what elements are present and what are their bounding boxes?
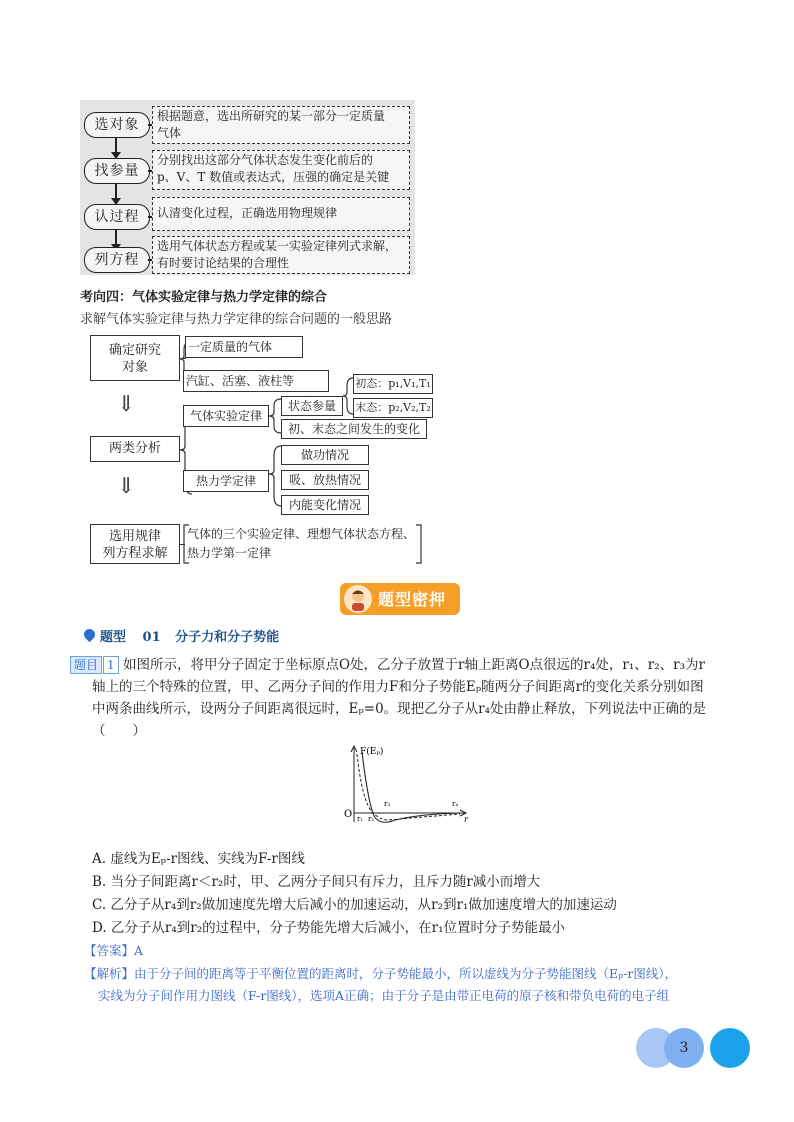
down-arrow [115,183,117,199]
option-d: D. 乙分子从r₄到r₂的过程中，分子势能先增大后减小，在r₁位置时分子势能最小 [92,920,566,936]
teacher-icon [344,585,372,613]
step-desc-line: 分别找出这部分气体状态发生变化前后的 [157,153,374,167]
step-desc-line: 选用气体状态方程或某一实验定律列式求解， [157,239,398,253]
option-a: A. 虚线为Eₚ-r图线、实线为F-r图线 [92,851,305,867]
analysis-block [84,963,764,1007]
analysis-box: 两类分析 [90,436,180,462]
question-tag: 题目 [70,656,102,674]
type-num: 01 [142,630,161,645]
type-label: 题型 [100,630,127,645]
option-b: B. 当分子间距离r＜r₂时，甲、乙两分子间只有斥力，且斥力随r减小而增大 [92,874,541,890]
determine-line: 对象 [121,360,148,375]
step-desc-line: p、V、T 数值或表达式，压强的确定是关键 [157,170,390,184]
type-name: 分子力和分子势能 [175,630,280,645]
step-desc-line: 根据题意，选出所研究的某一部分一定质量 [157,109,386,123]
force-potential-graph [340,742,470,828]
banner-text: 题型密押 [378,590,447,609]
question-line [70,654,760,676]
double-down-arrow: ⇓ [117,392,136,417]
step-desc-line: 气体 [157,126,182,140]
graph-ylabel: F(Eₚ) [360,747,384,757]
determine-line: 确定研究 [108,343,161,358]
question-line: 中两条曲线所示，设两分子间距离很远时，Eₚ=0。现把乙分子从r₄处由静止释放，下列说法中正确的是 [92,701,707,717]
answer-label: 【答案】A [84,943,144,958]
question-block [70,654,760,742]
determine-box [90,335,180,381]
section-heading: 考向四：气体实验定律与热力学定律的综合 [80,290,328,305]
analysis-line: 【解析】由于分子间的距离等于平衡位置的距离时，分子势能最小，所以虚线为分子势能图线（Eₚ-r图线）， [84,966,678,981]
laws-line: 热力学第一定律 [187,546,272,560]
graph-mark-r3: r₃ [384,800,391,808]
type-title [100,626,279,645]
flowchart-analysis [85,330,435,570]
step-pill-1: 选对象 [84,112,150,138]
flowchart-steps [80,100,415,275]
laws-line: 气体的三个实验定律、理想气体状态方程、 [187,527,416,541]
section-intro: 求解气体实验定律与热力学定律的综合问题的一般思路 [80,312,393,327]
question-line: 轴上的三个特殊的位置，甲、乙两分子间的作用力F和分子势能Eₚ随两分子间距离r的变化关系分别如图 [92,679,704,695]
question-num: 1 [103,656,119,674]
heat-box: 吸、放热情况 [281,470,369,490]
down-arrow [115,137,117,153]
choose-line: 选用规律 [108,529,161,544]
initial-state-box: 初态：p₁,V₁,T₁ [353,374,433,394]
change-box: 初、末态之间发生的变化 [281,419,427,439]
graph-mark-r4: r₄ [452,800,459,808]
object-box-1: 一定质量的气体 [185,336,303,358]
page-dot-right [710,1028,750,1068]
analysis-line: 实线为分子间作用力图线（F-r图线），选项A正确；由于分子是由带正电荷的原子核和带负电荷的电子组 [98,988,670,1003]
gas-law-box: 气体实验定律 [183,405,269,427]
double-down-arrow: ⇓ [117,474,136,499]
section-banner [340,583,460,615]
thermo-law-box: 热力学定律 [183,470,269,492]
step-desc-line: 认清变化过程，正确选用物理规律 [157,206,338,220]
internal-energy-box: 内能变化情况 [281,495,369,515]
step-desc-1 [152,106,410,144]
force-curve [362,752,460,822]
object-box-2: 汽缸、活塞、液柱等 [183,370,329,392]
final-state-box: 末态：p₂,V₂,T₂ [353,398,433,418]
graph-mark-r1: r₁ [357,815,364,823]
step-desc-line: 有时要讨论结果的合理性 [157,256,290,270]
choose-line: 列方程求解 [102,546,168,561]
step-desc-4 [152,236,410,274]
option-c: C. 乙分子从r₄到r₂做加速度先增大后减小的加速运动，从r₂到r₁做加速度增大的加速运动 [92,897,617,913]
question-line: （ ） [92,723,146,739]
graph-origin: O [344,809,353,820]
step-pill-2: 找参量 [84,158,150,184]
down-arrow [115,229,117,245]
laws-text [187,525,415,563]
question-text: 如图所示，将甲分子固定于坐标原点O处，乙分子放置于r轴上距离O点很远的r₄处，r₁、r₂、r₃为r [122,657,705,673]
step-pill-4: 列方程 [84,247,150,273]
step-pill-3: 认过程 [84,204,150,230]
page-number: 3 [679,1040,689,1056]
step-desc-2 [152,150,410,190]
work-box: 做功情况 [281,445,369,465]
graph-xlabel: r [464,815,468,824]
graph-mark-r2: r₂ [368,815,375,823]
choose-box [90,524,180,564]
state-params-box: 状态参量 [281,396,343,416]
step-desc-3 [152,197,410,231]
bracket [415,524,423,564]
pin-icon [82,627,98,643]
